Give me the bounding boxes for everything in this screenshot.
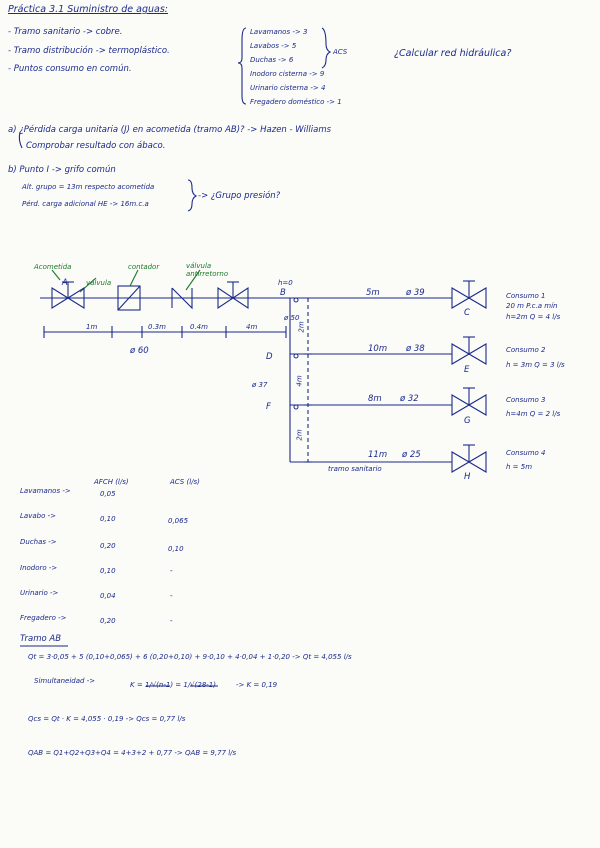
calc-qcs: Qcs = Qt · K = 4,055 · 0,19 -> Qcs = 0,77 l/s — [28, 715, 186, 723]
label-h0: h=0 — [278, 279, 293, 287]
table-header-afch: AFCH (l/s) — [94, 478, 129, 486]
tramo-sanitario-label: tramo sanitario — [328, 465, 382, 473]
device-2: Lavabos -> 5 — [250, 42, 297, 50]
valve-b — [218, 282, 248, 308]
section-b-line1: b) Punto I -> grifo común — [8, 165, 116, 175]
label-acometida: Acometida — [34, 263, 72, 271]
node-b: B — [280, 288, 286, 298]
calc-k-result: -> K = 0,19 — [236, 681, 278, 689]
table-row-afch: 0,10 — [100, 515, 116, 523]
node-h: H — [464, 472, 471, 482]
diam-riser: ø 37 — [252, 381, 268, 389]
seg-length-1: 1m — [86, 323, 98, 331]
branch-3-length: 8m — [368, 394, 382, 404]
consumo-3-line1: h=4m Q = 2 l/s — [506, 410, 561, 418]
node-g: G — [464, 416, 471, 426]
consumo-3-name: Consumo 3 — [506, 396, 546, 404]
branch-1-diam: ø 39 — [406, 288, 425, 298]
diam-top: ø 50 — [284, 314, 300, 322]
table-row-afch: 0,20 — [100, 617, 116, 625]
valve-e — [452, 337, 486, 364]
calc-qt: Qt = 3·0,05 + 5 (0,10+0,065) + 6 (0,20+0,10) + 9·0,10 + 4·0,04 + 1·0,20 -> Qt = 4,055 l/s — [28, 653, 352, 661]
device-4: Inodoro cisterna -> 9 — [250, 70, 325, 78]
question: ¿Calcular red hidráulica? — [394, 48, 512, 59]
consumo-4-name: Consumo 4 — [506, 449, 546, 457]
table-row-afch: 0,05 — [100, 490, 116, 498]
section-b-line3: Pérd. carga adicional HE -> 16m.c.a — [22, 200, 149, 208]
consumo-1-name: Consumo 1 — [506, 292, 546, 300]
brace-b — [188, 180, 196, 211]
seg-length-5: 2m — [297, 321, 306, 333]
section-a-line1: a) ¿Pérdida carga unitaria (J) en acometida (tramo AB)? -> Hazen - Williams — [8, 125, 332, 135]
brace-devices — [238, 28, 246, 104]
label-valvula: válvula — [86, 279, 112, 287]
brace-a — [19, 132, 22, 148]
consumo-1-line2: h=2m Q = 4 l/s — [506, 313, 561, 321]
seg-length-7: 2m — [295, 429, 304, 441]
calc-k-label: Simultaneidad -> — [34, 677, 96, 685]
table-row-acs: 0,065 — [168, 517, 189, 525]
table-header-acs: ACS (l/s) — [170, 478, 200, 486]
calc-qab: QAB = Q1+Q2+Q3+Q4 = 4+3+2 + 0,77 -> QAB = 9,77 l/s — [28, 749, 237, 757]
section-b-line2: Alt. grupo = 13m respecto acometida — [22, 183, 155, 191]
seg-length-4: 4m — [246, 323, 258, 331]
bullet-2: - Tramo distribución -> termoplástico. — [8, 46, 170, 56]
seg-length-6: 4m — [295, 375, 304, 387]
label-contador: contador — [128, 263, 160, 271]
branch-3-diam: ø 32 — [400, 394, 419, 404]
bullet-3: - Puntos consumo en común. — [8, 64, 132, 74]
acs-tag: ACS — [333, 48, 348, 56]
table-row-acs: - — [170, 567, 173, 575]
valve-g — [452, 388, 486, 415]
branch-2-length: 10m — [368, 344, 388, 354]
node-d: D — [266, 352, 273, 362]
section-a-line2: Comprobar resultado con ábaco. — [26, 141, 166, 151]
label-antirretorno: válvula antirretorno — [186, 262, 229, 278]
valve-a — [52, 282, 84, 308]
table-row-afch: 0,10 — [100, 567, 116, 575]
calc-k-formula: K = 1/√(n-1) = 1/√(28-1) — [130, 681, 216, 689]
consumo-4-line1: h = 5m — [506, 463, 533, 471]
node-f: F — [266, 402, 271, 412]
bullet-1: - Tramo sanitario -> cobre. — [8, 27, 123, 37]
table-row-name: Inodoro -> — [20, 564, 58, 572]
valve-h — [452, 445, 486, 472]
valve-c — [452, 281, 486, 308]
branch-4-length: 11m — [368, 450, 388, 460]
page-title: Práctica 3.1 Suministro de aguas: — [8, 4, 168, 15]
device-6: Fregadero doméstico -> 1 — [250, 98, 342, 106]
node-e: E — [464, 365, 470, 375]
table-row-name: Lavamanos -> — [20, 487, 71, 495]
consumo-2-line1: h = 3m Q = 3 l/s — [506, 361, 565, 369]
device-1: Lavamanos -> 3 — [250, 28, 308, 36]
table-row-acs: 0,10 — [168, 545, 184, 553]
calc-title: Tramo AB — [20, 634, 62, 644]
table-row-name: Duchas -> — [20, 538, 57, 546]
brace-acs — [322, 28, 330, 68]
table-row-afch: 0,04 — [100, 592, 116, 600]
table-row-afch: 0,20 — [100, 542, 116, 550]
node-c: C — [464, 308, 470, 318]
consumo-2-name: Consumo 2 — [506, 346, 546, 354]
section-b-brace-text: -> ¿Grupo presión? — [198, 191, 281, 201]
branch-1-length: 5m — [366, 288, 380, 298]
node-a: A — [62, 278, 68, 288]
table-row-name: Urinario -> — [20, 589, 59, 597]
consumo-1-line1: 20 m P.c.a mín — [506, 302, 558, 310]
seg-length-2: 0.3m — [148, 323, 166, 331]
seg-length-3: 0.4m — [190, 323, 208, 331]
table-row-acs: - — [170, 592, 173, 600]
device-3: Duchas -> 6 — [250, 56, 294, 64]
branch-2-diam: ø 38 — [406, 344, 425, 354]
diam-main: ø 60 — [130, 346, 149, 356]
device-5: Urinario cisterna -> 4 — [250, 84, 326, 92]
table-row-acs: - — [170, 617, 173, 625]
branch-4-diam: ø 25 — [402, 450, 421, 460]
table-row-name: Lavabo -> — [20, 512, 56, 520]
table-row-name: Fregadero -> — [20, 614, 67, 622]
